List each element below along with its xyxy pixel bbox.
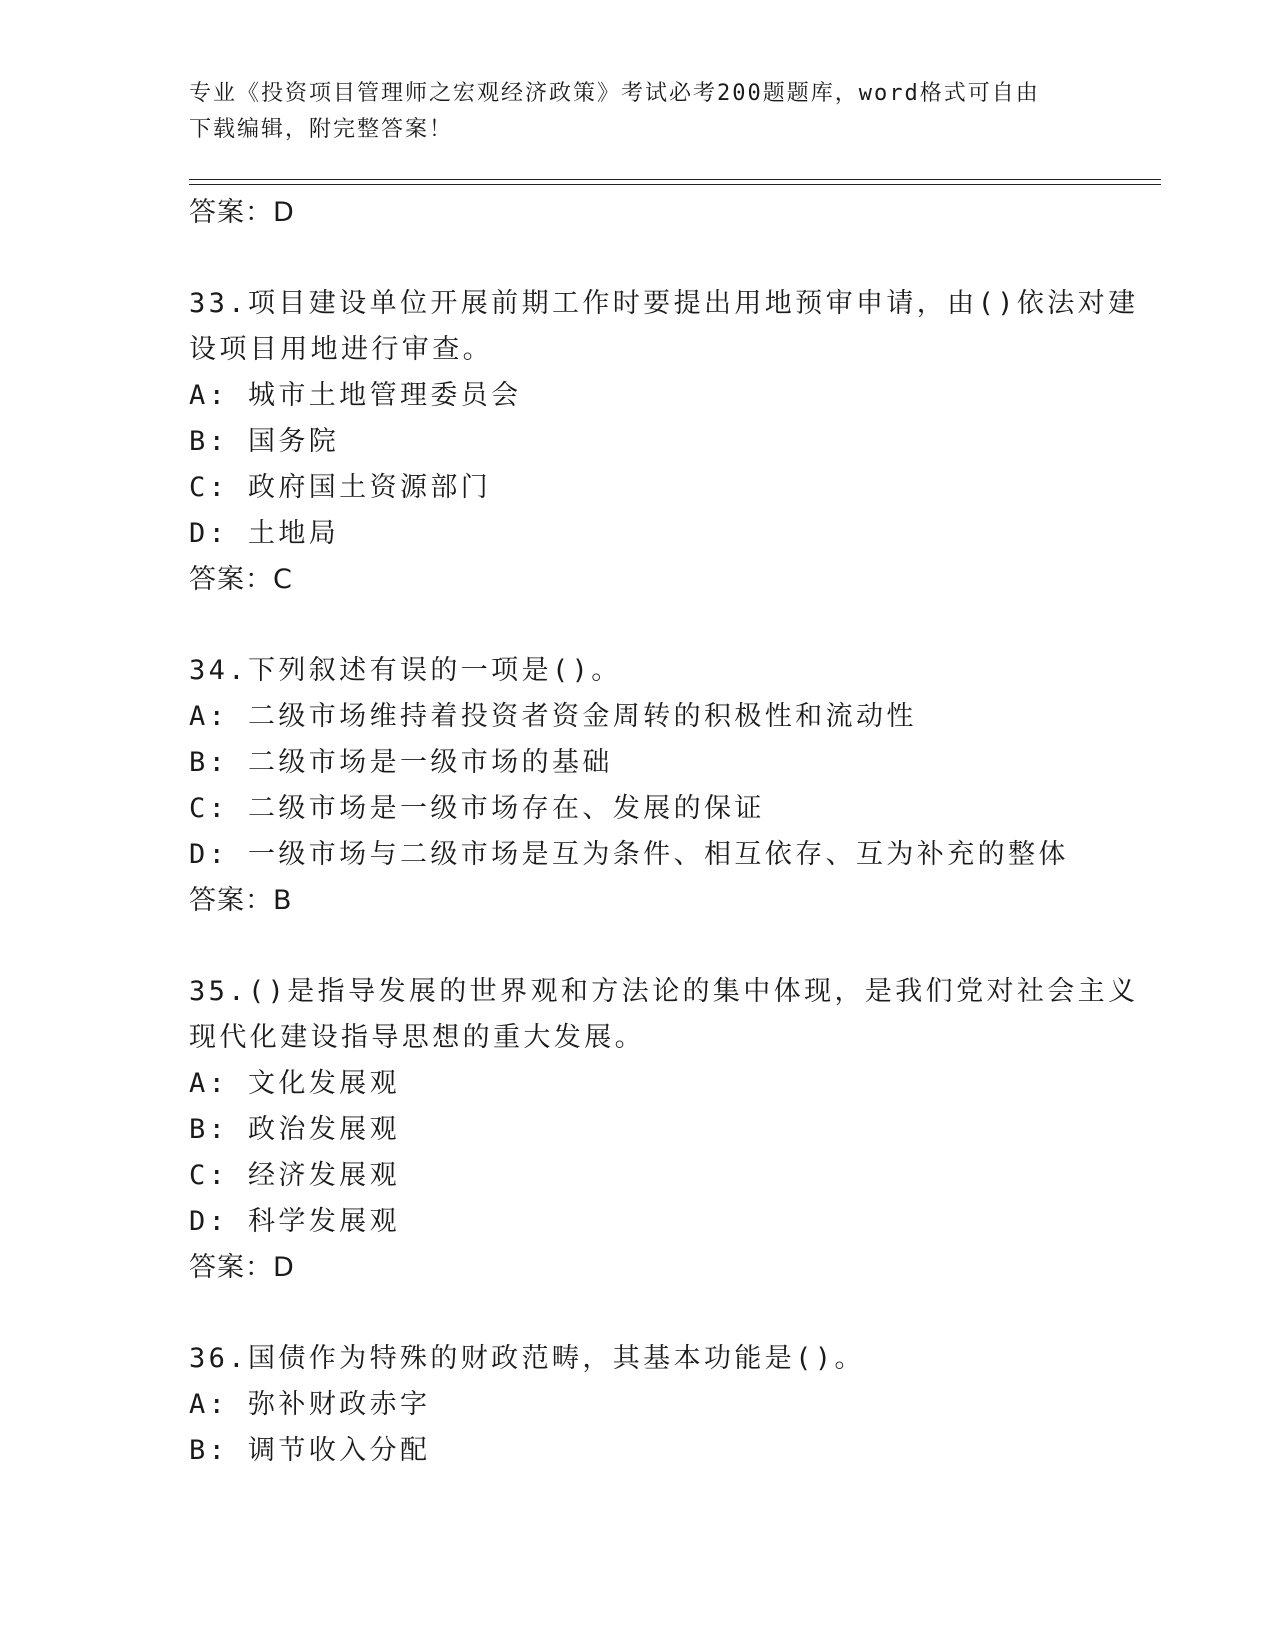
question-33-text-line-2: 设项目用地进行审查。 [189, 334, 493, 365]
question-34 [189, 648, 1089, 924]
header-line-2: 下载编辑，附完整答案！ [189, 117, 454, 142]
question-33-answer: 答案：C [189, 564, 293, 595]
question-36-option-a: A: 弥补财政赤字 [189, 1389, 431, 1420]
question-33-option-d: D: 土地局 [189, 518, 340, 549]
question-34-answer: 答案：B [189, 885, 293, 916]
question-34-option-c: C: 二级市场是一级市场存在、发展的保证 [189, 793, 765, 824]
question-36-option-b: B: 调节收入分配 [189, 1435, 431, 1466]
question-36-text-line-1: 36.国债作为特殊的财政范畴，其基本功能是()。 [189, 1343, 865, 1374]
question-34-text-line-1: 34.下列叙述有误的一项是()。 [189, 655, 622, 686]
question-34-option-b: B: 二级市场是一级市场的基础 [189, 747, 613, 778]
answer-previous: 答案：D [189, 197, 295, 228]
question-35-text-line-2: 现代化建设指导思想的重大发展。 [189, 1022, 645, 1053]
question-33-option-c: C: 政府国土资源部门 [189, 472, 492, 503]
header-line-1: 专业《投资项目管理师之宏观经济政策》考试必考200题题库，word格式可自由 [189, 81, 1040, 106]
question-33-text-line-1: 33.项目建设单位开展前期工作时要提出用地预审申请，由()依法对建 [189, 288, 1139, 319]
header-divider-bottom [189, 184, 1161, 185]
question-34-option-d: D: 一级市场与二级市场是互为条件、相互依存、互为补充的整体 [189, 839, 1069, 870]
header-divider-top [189, 179, 1161, 180]
question-35-option-c: C: 经济发展观 [189, 1160, 400, 1191]
question-33-option-b: B: 国务院 [189, 426, 340, 457]
question-34-option-a: A: 二级市场维持着投资者资金周转的积极性和流动性 [189, 701, 917, 732]
question-33-option-a: A: 城市土地管理委员会 [189, 380, 522, 411]
question-35-option-d: D: 科学发展观 [189, 1206, 400, 1237]
question-36 [189, 1336, 1089, 1474]
question-35-option-a: A: 文化发展观 [189, 1068, 400, 1099]
question-35-option-b: B: 政治发展观 [189, 1114, 400, 1145]
question-35-text-line-1: 35.()是指导发展的世界观和方法论的集中体现，是我们党对社会主义 [189, 976, 1139, 1007]
document-body [189, 190, 1139, 1474]
question-35 [189, 969, 1139, 1291]
document-header [189, 76, 1089, 148]
question-35-answer: 答案：D [189, 1252, 295, 1283]
question-33 [189, 281, 1139, 603]
